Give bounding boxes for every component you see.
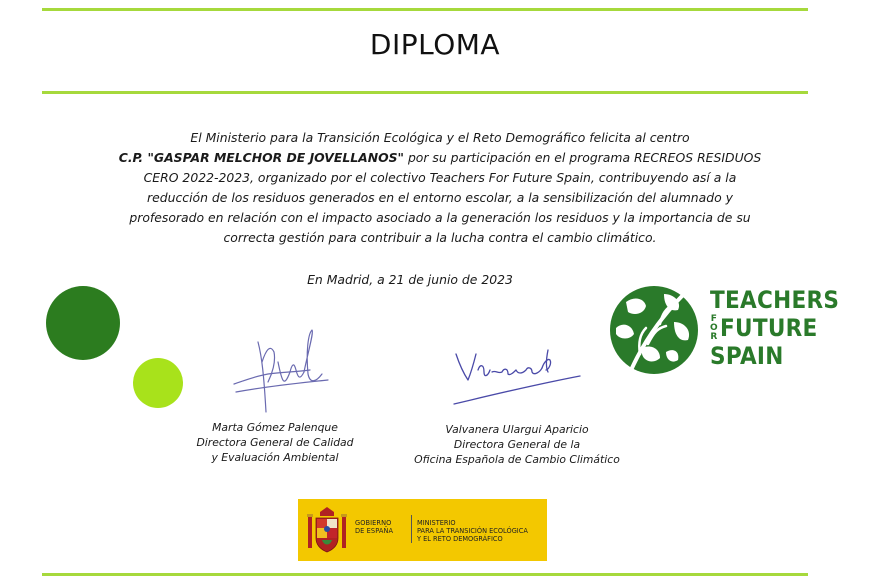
body-line-3-rest: , organizado por el colectivo Teachers For Future Spain, contribuyendo así a la (249, 170, 737, 185)
body-line-6: correcta gestión para contribuir a la lucha contra el cambio climático. (223, 230, 657, 245)
body-line-4: reducción de los residuos generados en el entorno escolar, a la sensibilización del alumnado y (147, 190, 733, 205)
signatory-2-role-1: Directora General de la (453, 438, 581, 451)
bottom-rule (42, 573, 808, 576)
title-underline-rule (42, 91, 808, 94)
gobierno-de-espana-logo (298, 499, 547, 561)
signatory-2-block (400, 422, 634, 467)
gov-logo-divider (411, 515, 412, 543)
program-name-a: RECREOS RESIDUOS (633, 150, 762, 165)
tffs-line-future: FUTURE (719, 314, 818, 342)
body-line-2-mid: por su participación en el programa (404, 150, 634, 165)
gobierno-line-2: DE ESPAÑA (355, 527, 394, 535)
tffs-for: FOR (710, 313, 718, 342)
signature-2-image (448, 340, 584, 412)
signatory-1-name: Marta Gómez Palenque (212, 421, 338, 434)
diploma-title: DIPLOMA (369, 28, 501, 61)
ministry-text (417, 519, 528, 543)
gobierno-text (355, 519, 393, 535)
ministry-line-1: MINISTERIO (417, 519, 456, 527)
tffs-line-2 (710, 314, 820, 342)
body-line-2 (60, 148, 820, 168)
signatory-1-block (170, 420, 380, 465)
date-line: En Madrid, a 21 de junio de 2023 (307, 272, 513, 287)
signatory-1-role-2: y Evaluación Ambiental (211, 451, 339, 464)
program-name-b: CERO 2022-2023 (143, 170, 250, 185)
signatory-2-role-2: Oficina Española de Cambio Climático (414, 453, 620, 466)
ministry-line-2: PARA LA TRANSICIÓN ECOLÓGICA (417, 527, 528, 535)
diploma-body-text (60, 128, 820, 248)
dark-green-circle (46, 286, 120, 360)
tffs-line-spain: SPAIN (710, 342, 784, 370)
signatory-2-name: Valvanera Ulargui Aparicio (445, 423, 589, 436)
tffs-line-teachers: TEACHERS (710, 286, 840, 314)
tffs-globe-leaf-icon (604, 282, 704, 377)
body-line-5: profesorado en relación con el impacto asociado a la generación los residuos y la importancia de su (129, 210, 751, 225)
tffs-wordmark (710, 286, 840, 370)
school-name: C.P. "GASPAR MELCHOR DE JOVELLANOS" (118, 150, 404, 165)
signatory-1-role-1: Directora General de Calidad (196, 436, 354, 449)
signature-1-image (228, 322, 338, 418)
body-line-1: El Ministerio para la Transición Ecológica y el Reto Demográfico felicita al centro (190, 130, 690, 145)
top-rule (42, 8, 808, 11)
body-line-3 (60, 168, 820, 188)
spain-coat-of-arms-icon (306, 506, 348, 554)
gobierno-line-1: GOBIERNO (355, 519, 392, 527)
ministry-line-3: Y EL RETO DEMOGRÁFICO (417, 535, 503, 543)
light-green-circle (133, 358, 183, 408)
